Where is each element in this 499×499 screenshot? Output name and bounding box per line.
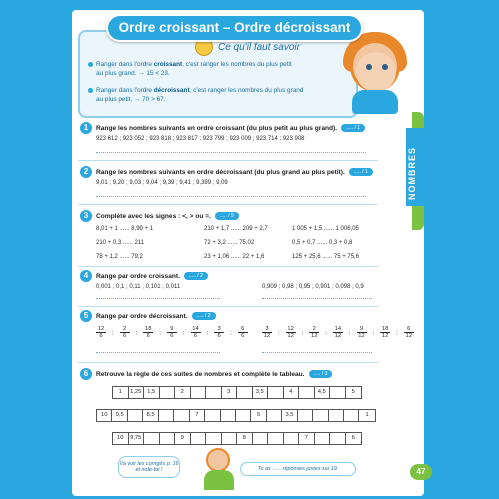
separator: ; [325,329,327,336]
sequence-cell-empty[interactable] [299,387,315,398]
sequence-cell: 6 [351,435,355,441]
sequence-cell-empty[interactable] [237,387,253,398]
sequence-table-row[interactable] [112,432,362,445]
girl-face-illustration [356,52,396,92]
sequence-cell: 3,5 [253,387,269,398]
corrections-bubble: Va voir les corrigés p. 16 et note-toi ! [118,456,180,478]
sequence-cell: 7 [299,433,315,444]
exercise-title: Range les nombres suivants en ordre décroissant (du plus grand au plus petit). ..... / 1 [96,168,373,176]
number-list: 9,01 ; 9,20 ; 9,03 ; 9,04 ; 9,39 ; 9,41 ; 9,399 ; 9,09 [96,180,228,186]
bullet-icon [88,88,93,93]
exercise-title: Range par ordre croissant. ..... / 2 [96,272,208,280]
exercise-number: 2 [80,166,92,178]
divider [78,160,378,161]
answer-line[interactable] [96,298,220,299]
sequence-cell: 10 [113,433,129,444]
sequence-cell: 9 [175,433,191,444]
fraction: 9 12 [358,326,365,339]
sequence-cell-empty[interactable] [267,410,282,421]
sequence-cell: 1,5 [144,387,160,398]
comparison[interactable]: 23 + 1,06 ...... 22 + 1,6 [204,254,265,260]
exercise-number: 1 [80,122,92,134]
sequence-cell-empty[interactable] [144,433,160,444]
fraction: 6 12 [405,326,412,339]
score-bubble: Tu as ...... réponses justes sur 19. [240,462,356,476]
separator: ; [112,329,114,336]
sequence-cell: 9,5 [112,410,127,421]
sequence-cell: 10 [97,410,112,421]
number-list: 0,001 ; 0,1 ; 0,11 ; 0,101 ; 0,011 [96,284,181,290]
fraction: 12 6 [97,326,105,339]
separator: ; [372,329,375,336]
exercise-title: Retrouve la règle de ces suites de nombres et complète le tableau. ..... / 3 [96,370,332,378]
girl-body-illustration [352,90,398,114]
sequence-cell-empty[interactable] [268,433,284,444]
bullet-icon [88,62,93,67]
divider [78,306,378,307]
sequence-cell-empty[interactable] [222,433,238,444]
answer-line[interactable] [96,152,366,153]
score-badge: ..... / 9 [215,212,239,220]
sequence-cell-empty[interactable] [159,410,174,421]
sequence-cell: 4 [284,387,300,398]
fraction: 3 6 [214,326,224,339]
answer-line[interactable] [262,352,372,353]
page-title: Ordre croissant – Ordre décroissant [106,14,363,42]
sequence-cell: 7 [190,410,205,421]
fraction: 6 6 [238,326,248,339]
sequence-cell-empty[interactable] [174,410,189,421]
number-list: 923 612 ; 923 052 ; 923 818 ; 923 817 ; 923 799 ; 923 009 ; 923 714 ; 923 908 [96,136,305,142]
sequence-cell-empty[interactable] [315,433,331,444]
sequence-cell-empty[interactable] [160,387,176,398]
sequence-cell-empty[interactable] [253,433,269,444]
separator: ; [159,329,161,336]
sequence-cell-empty[interactable] [191,387,207,398]
sequence-cell-empty[interactable] [206,433,222,444]
comparison[interactable]: 210 + 0,3 ...... 211 [96,240,145,246]
sequence-cell-empty[interactable] [330,433,346,444]
score-badge: ..... / 1 [341,124,365,132]
answer-line[interactable] [262,298,372,299]
sequence-cell: 1 [113,387,129,398]
girl-eye-icon [366,64,372,70]
sequence-cell: 2 [175,387,191,398]
score-badge: ..... / 3 [309,370,333,378]
page-number: 47 [410,464,432,480]
fraction: 2 12 [311,326,318,339]
fraction: 3 12 [263,326,271,339]
divider [78,362,378,363]
side-tab-label [407,180,475,200]
fraction: 14 12 [334,326,342,339]
kid-body-illustration [204,470,234,490]
sequence-cell: 3 [222,387,238,398]
separator: ; [278,329,280,336]
separator: ; [348,329,351,336]
exercise-number: 3 [80,210,92,222]
sequence-cell-empty[interactable] [160,433,176,444]
sequence-cell-empty[interactable] [344,410,359,421]
exercise-title: Range les nombres suivants en ordre croissant (du plus petit au plus grand). ..... / 1 [96,124,365,132]
sequence-cell: 3,5 [282,410,297,421]
sequence-cell-empty[interactable] [221,410,236,421]
score-badge: ..... / 2 [184,272,208,280]
comparison[interactable]: 210 + 1,7 ...... 209 + 2,7 [204,226,268,232]
fraction: 18 12 [381,326,389,339]
number-list: 0,909 ; 0,98 ; 0,95 ; 0,901 ; 0,098 ; 0,9 [262,284,364,290]
comparison[interactable]: 0,5 + 0,7 ...... 0,3 + 0,8 [292,240,353,246]
comparison[interactable]: 8,01 + 1 ...... 8,99 + 1 [96,226,154,232]
sequence-cell: 5 [351,389,355,395]
answer-line[interactable] [96,196,366,197]
knowledge-title: Ce qu'il faut savoir [218,42,300,53]
exercise-number: 5 [80,310,92,322]
sequence-cell: 8,5 [143,410,158,421]
separator: ; [301,329,304,336]
sequence-cell: 9,75 [129,433,145,444]
fraction-list [262,326,414,339]
sequence-cell: 8 [237,433,253,444]
comparison[interactable]: 78 + 1,2 ...... 79,2 [96,254,143,260]
score-badge: ..... / 2 [192,312,216,320]
separator: ; [182,329,185,336]
divider [78,204,378,205]
comparison[interactable]: 72 + 3,2 ...... 75,02 [204,240,255,246]
answer-line[interactable] [96,352,220,353]
exercise-title: Range par ordre décroissant. ..... / 2 [96,312,216,320]
score-badge: ..... / 1 [349,168,373,176]
rule-decroissant: Ranger dans l'ordre décroissant, c'est ranger les nombres du plus grand au plus petit. → 70 > 67. [88,86,303,104]
sequence-cell-empty[interactable] [329,410,344,421]
exercise-title: Complète avec les signes : <, > ou =. ..... / 9 [96,212,239,220]
exercise-number: 4 [80,270,92,282]
comparison[interactable]: 1 005 + 1,5 ...... 1 006,05 [292,226,359,232]
fraction: 12 12 [287,326,294,339]
sequence-cell-empty[interactable] [236,410,251,421]
girl-eye-icon [382,64,388,70]
separator: ; [230,329,232,336]
sequence-cell: 4,5 [315,387,331,398]
sequence-table-row[interactable] [112,386,362,399]
sequence-cell-empty[interactable] [298,410,313,421]
sequence-cell-empty[interactable] [284,433,300,444]
sequence-cell-empty[interactable] [128,410,143,421]
sequence-cell-empty[interactable] [205,410,220,421]
sequence-cell-empty[interactable] [313,410,328,421]
divider [78,266,378,267]
sequence-cell: 1,25 [129,387,145,398]
separator: ; [135,329,138,336]
comparison[interactable]: 125 + 25,6 ...... 75 + 75,6 [292,254,360,260]
sequence-cell: 1 [365,412,369,418]
sequence-table-row[interactable] [96,409,376,422]
sequence-cell-empty[interactable] [268,387,284,398]
separator: ; [396,329,398,336]
fraction: 9 6 [167,326,177,339]
fraction: 14 6 [192,326,199,339]
fraction: 2 6 [120,326,130,339]
fraction-list [96,326,248,339]
sequence-cell: 5 [251,410,266,421]
exercise-number: 6 [80,368,92,380]
sequence-cell-empty[interactable] [191,433,207,444]
sequence-cell-empty[interactable] [330,387,346,398]
rule-croissant: Ranger dans l'ordre croissant, c'est ranger les nombres du plus petit au plus grand. → 15 < 23. [88,60,292,78]
kid-illustration [206,448,230,472]
sequence-cell-empty[interactable] [206,387,222,398]
fraction: 18 6 [145,326,152,339]
separator: ; [206,329,209,336]
